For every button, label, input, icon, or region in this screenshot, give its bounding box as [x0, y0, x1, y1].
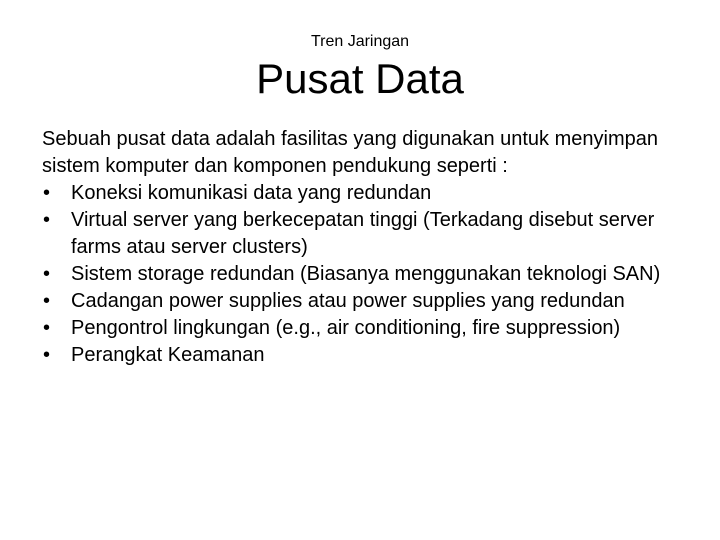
slide-content — [42, 126, 702, 369]
bullet-text: Virtual server yang berkecepatan tinggi (Terkadang disebut server farms atau server clusters) — [71, 209, 655, 258]
bullet-item — [42, 342, 702, 369]
bullet-item — [42, 315, 702, 342]
bullet-icon: • — [43, 263, 51, 285]
bullet-icon: • — [43, 317, 51, 339]
bullet-text: Pengontrol lingkungan (e.g., air conditioning, fire suppression) — [71, 317, 621, 339]
slide-title: Pusat Data — [256, 55, 464, 102]
bullet-text: Perangkat Keamanan — [71, 344, 265, 366]
intro-text: Sebuah pusat data adalah fasilitas yang digunakan untuk menyimpan sistem komputer dan komponen pendukung seperti : — [42, 128, 658, 177]
bullet-icon: • — [43, 290, 51, 312]
bullet-icon: • — [43, 344, 51, 366]
bullet-item — [42, 288, 702, 315]
bullet-list — [42, 180, 702, 369]
slide-supertitle: Tren Jaringan — [310, 33, 410, 50]
bullet-text: Sistem storage redundan (Biasanya menggunakan teknologi SAN) — [71, 263, 661, 285]
bullet-icon: • — [43, 209, 51, 231]
bullet-item — [42, 180, 702, 207]
bullet-text: Koneksi komunikasi data yang redundan — [71, 182, 432, 204]
bullet-icon: • — [43, 182, 51, 204]
bullet-text: Cadangan power supplies atau power supplies yang redundan — [71, 290, 625, 312]
bullet-item — [42, 261, 702, 288]
bullet-item — [42, 207, 702, 261]
